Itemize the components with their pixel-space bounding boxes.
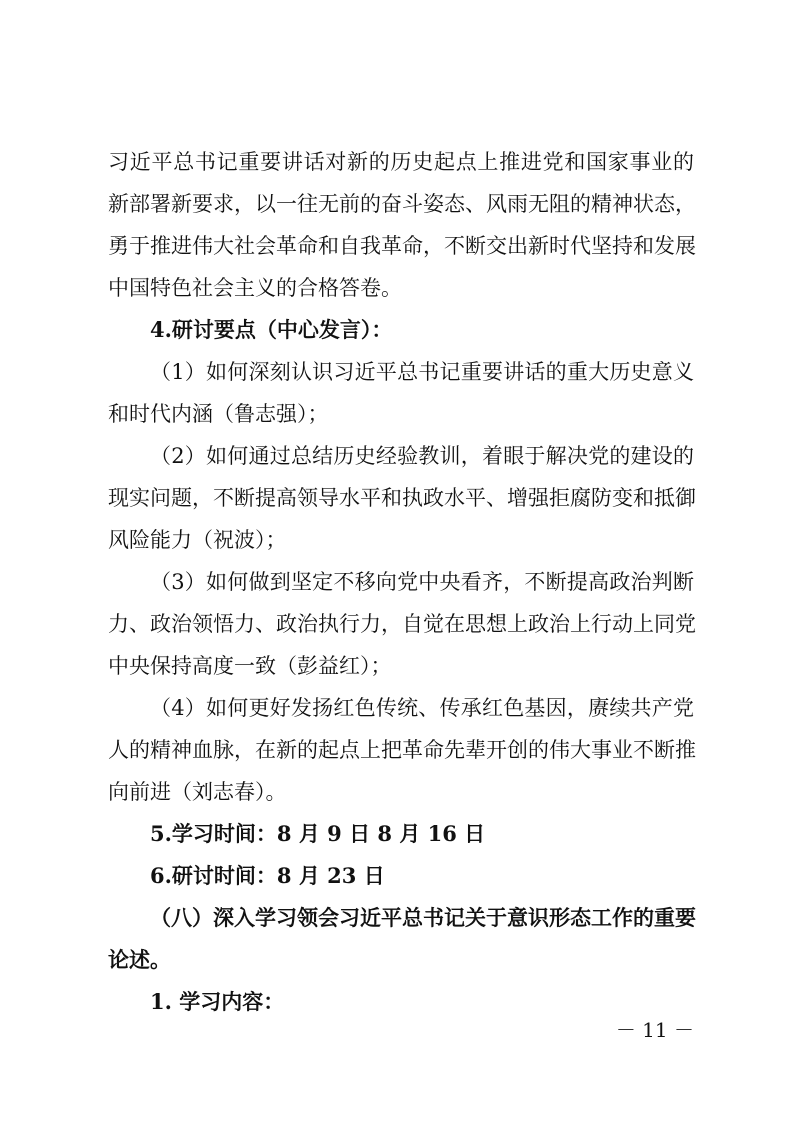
text-line: 现实问题，不断提高领导水平和执政水平、增强拒腐防变和抵御 xyxy=(108,486,696,510)
text-line: （4）如何更好发扬红色传统、传承红色基因，赓续共产党 xyxy=(150,696,694,720)
text-line: 人的精神血脉，在新的起点上把革命先辈开创的伟大事业不断推 xyxy=(108,738,696,762)
section-heading: 论述。 xyxy=(108,947,171,972)
text-line: 和时代内涵（鲁志强）； xyxy=(108,402,329,426)
text-line: 中国特色社会主义的合格答卷。 xyxy=(108,276,402,300)
text-line: （2）如何通过总结历史经验教训，着眼于解决党的建设的 xyxy=(150,444,694,468)
text-line: 中央保持高度一致（彭益红）； xyxy=(108,654,392,678)
text-line: 风险能力（祝波）； xyxy=(108,528,287,552)
text-line: （3）如何做到坚定不移向党中央看齐，不断提高政治判断 xyxy=(150,570,694,594)
text-line: 力、政治领悟力、政治执行力，自觉在思想上政治上行动上同党 xyxy=(108,612,696,636)
text-line: 习近平总书记重要讲话对新的历史起点上推进党和国家事业的 xyxy=(108,150,694,174)
page-number: － 11 － xyxy=(615,1018,694,1042)
section-heading: （八）深入学习领会习近平总书记关于意识形态工作的重要 xyxy=(150,905,696,930)
discussion-time: 6.研讨时间：8 月 23 日 xyxy=(150,863,385,888)
study-time: 5.学习时间：8 月 9 日 8 月 16 日 xyxy=(150,821,486,846)
text-line: 向前进（刘志春）。 xyxy=(108,780,287,804)
text-line: 勇于推进伟大社会革命和自我革命，不断交出新时代坚持和发展 xyxy=(108,234,696,258)
subsection-heading: 1. 学习内容： xyxy=(150,989,285,1014)
text-line: （1）如何深刻认识习近平总书记重要讲话的重大历史意义 xyxy=(150,360,694,384)
text-line: 新部署新要求，以一往无前的奋斗姿态、风雨无阻的精神状态， xyxy=(108,192,696,216)
section-heading: 4.研讨要点（中心发言）： xyxy=(150,317,393,342)
